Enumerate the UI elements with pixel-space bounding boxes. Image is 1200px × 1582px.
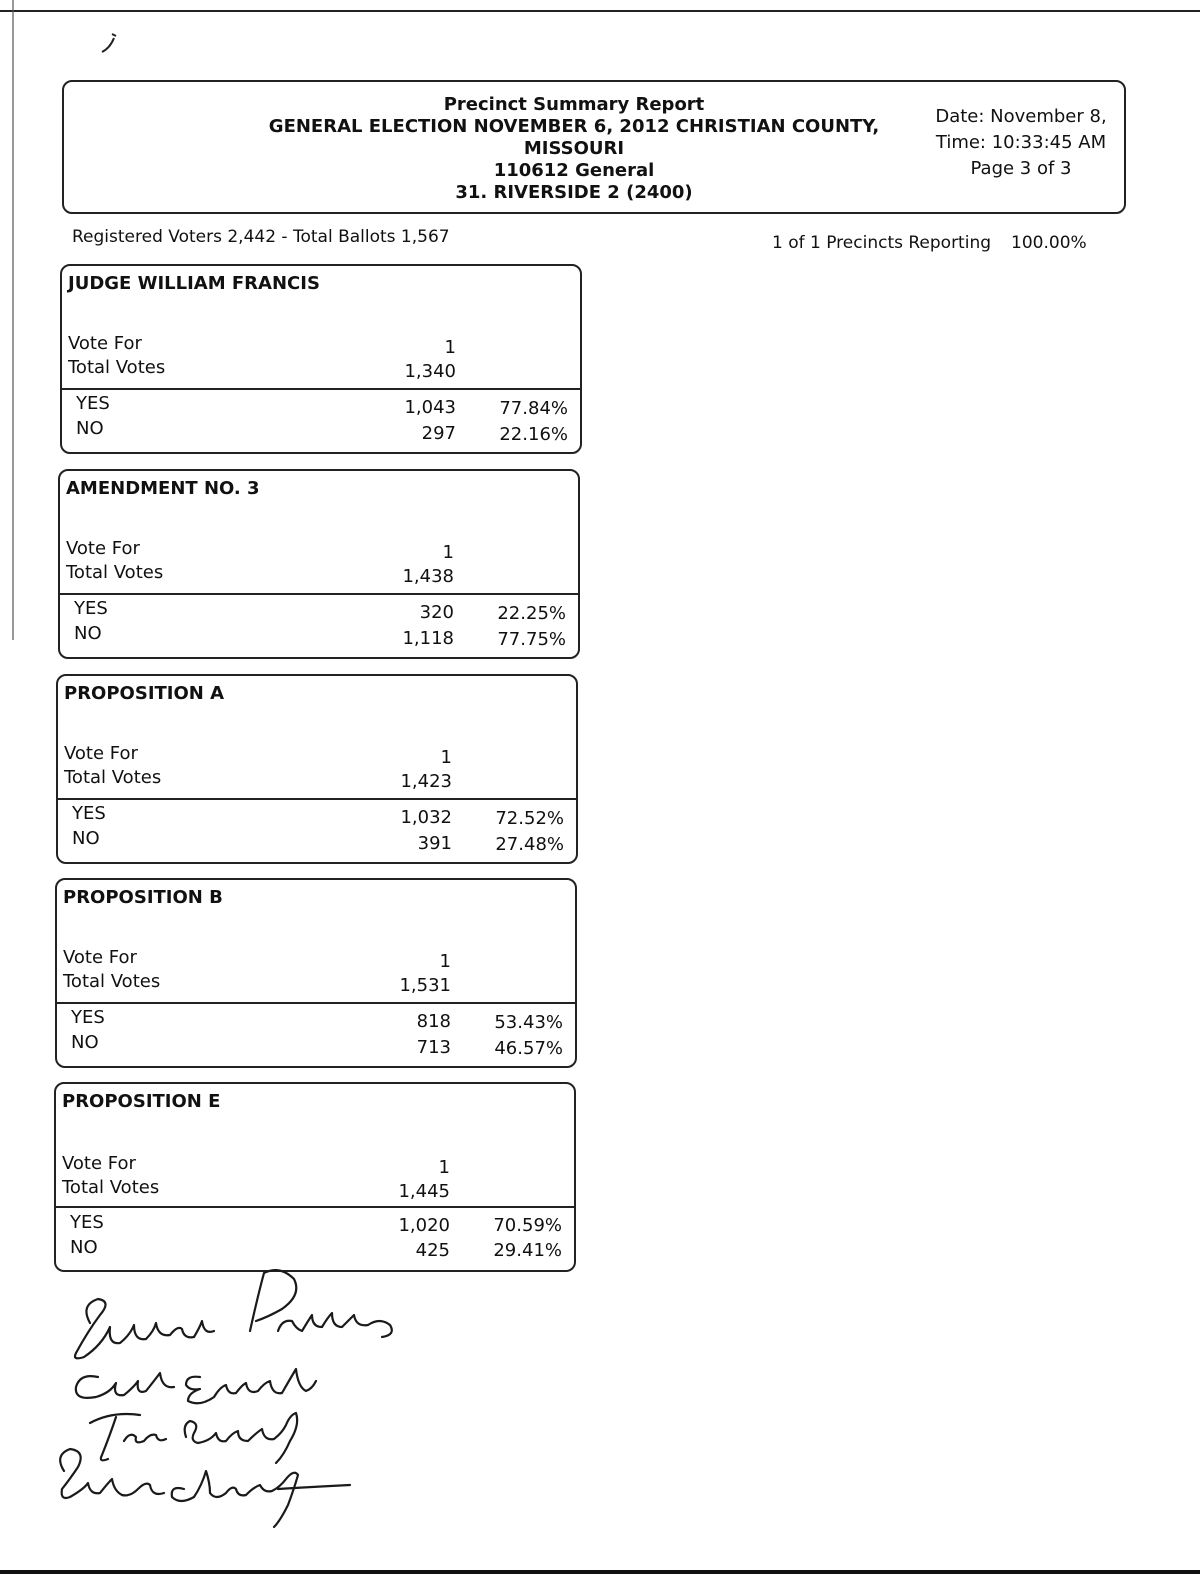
vote-for-value: 1 bbox=[440, 747, 452, 768]
yes-votes: 320 bbox=[419, 602, 454, 623]
scan-edge-top bbox=[0, 10, 1200, 12]
election-code: 110612 General bbox=[493, 160, 655, 181]
vote-for-label: Vote For bbox=[66, 538, 140, 559]
contest-title: PROPOSITION B bbox=[63, 887, 223, 908]
yes-votes: 1,043 bbox=[404, 397, 456, 418]
contest-box bbox=[58, 469, 580, 659]
election-line-1: GENERAL ELECTION NOVEMBER 6, 2012 CHRISTIAN COUNTY, bbox=[268, 116, 880, 137]
contest-box bbox=[54, 1082, 576, 1272]
yes-votes: 818 bbox=[416, 1011, 451, 1032]
scan-edge-left bbox=[12, 0, 14, 640]
vote-for-label: Vote For bbox=[62, 1153, 136, 1174]
precinct-name: 31. RIVERSIDE 2 (2400) bbox=[455, 182, 693, 203]
header-center bbox=[224, 94, 924, 204]
pen-mark bbox=[98, 30, 130, 80]
report-header bbox=[62, 80, 1126, 214]
no-votes: 425 bbox=[415, 1240, 450, 1261]
signature-2 bbox=[76, 1369, 316, 1403]
choice-no: NO bbox=[71, 1032, 99, 1053]
choice-no: NO bbox=[76, 418, 104, 439]
vote-for-label: Vote For bbox=[63, 947, 137, 968]
divider bbox=[57, 1002, 575, 1004]
total-votes-value: 1,423 bbox=[400, 771, 452, 792]
divider bbox=[62, 388, 580, 390]
contest-box bbox=[60, 264, 582, 454]
total-votes-value: 1,438 bbox=[402, 566, 454, 587]
no-percent: 22.16% bbox=[499, 424, 568, 445]
yes-percent: 22.25% bbox=[497, 603, 566, 624]
vote-for-value: 1 bbox=[444, 337, 456, 358]
divider bbox=[60, 593, 578, 595]
vote-for-label: Vote For bbox=[68, 333, 142, 354]
header-meta bbox=[926, 104, 1116, 182]
vote-for-label: Vote For bbox=[64, 743, 138, 764]
total-votes-label: Total Votes bbox=[63, 971, 161, 992]
total-votes-label: Total Votes bbox=[66, 562, 164, 583]
no-percent: 27.48% bbox=[495, 834, 564, 855]
choice-yes: YES bbox=[74, 598, 108, 619]
total-votes-label: Total Votes bbox=[64, 767, 162, 788]
contest-title: AMENDMENT NO. 3 bbox=[66, 478, 260, 499]
yes-percent: 53.43% bbox=[494, 1012, 563, 1033]
yes-percent: 70.59% bbox=[493, 1215, 562, 1236]
report-time: Time: 10:33:45 AM bbox=[935, 132, 1107, 153]
choice-no: NO bbox=[72, 828, 100, 849]
contest-title: PROPOSITION A bbox=[64, 683, 225, 704]
divider bbox=[58, 798, 576, 800]
no-percent: 77.75% bbox=[497, 629, 566, 650]
no-votes: 1,118 bbox=[402, 628, 454, 649]
contest-box bbox=[56, 674, 578, 864]
registration-summary: Registered Voters 2,442 - Total Ballots 1,567 bbox=[72, 227, 450, 247]
choice-yes: YES bbox=[70, 1212, 104, 1233]
yes-votes: 1,020 bbox=[398, 1215, 450, 1236]
reporting-percent: 100.00% bbox=[1011, 233, 1087, 253]
signatures bbox=[50, 1265, 430, 1535]
reporting-summary bbox=[772, 233, 1087, 253]
no-percent: 29.41% bbox=[493, 1240, 562, 1261]
choice-yes: YES bbox=[71, 1007, 105, 1028]
total-votes-label: Total Votes bbox=[62, 1177, 160, 1198]
election-line-2: MISSOURI bbox=[523, 138, 625, 159]
no-votes: 297 bbox=[421, 423, 456, 444]
total-votes-label: Total Votes bbox=[68, 357, 166, 378]
report-title: Precinct Summary Report bbox=[443, 94, 705, 115]
contest-box bbox=[55, 878, 577, 1068]
yes-percent: 72.52% bbox=[495, 808, 564, 829]
vote-for-value: 1 bbox=[439, 951, 451, 972]
divider bbox=[56, 1206, 574, 1208]
no-percent: 46.57% bbox=[494, 1038, 563, 1059]
total-votes-value: 1,445 bbox=[398, 1181, 450, 1202]
contest-title: PROPOSITION E bbox=[62, 1091, 221, 1112]
total-votes-value: 1,340 bbox=[404, 361, 456, 382]
no-votes: 713 bbox=[416, 1037, 451, 1058]
yes-votes: 1,032 bbox=[400, 807, 452, 828]
scan-edge-bottom bbox=[0, 1570, 1200, 1574]
vote-for-value: 1 bbox=[442, 542, 454, 563]
total-votes-value: 1,531 bbox=[399, 975, 451, 996]
report-date: Date: November 8, bbox=[935, 106, 1107, 127]
vote-for-value: 1 bbox=[438, 1157, 450, 1178]
contest-title: JUDGE WILLIAM FRANCIS bbox=[68, 273, 320, 294]
yes-percent: 77.84% bbox=[499, 398, 568, 419]
signature-3 bbox=[90, 1413, 297, 1463]
choice-no: NO bbox=[74, 623, 102, 644]
choice-no: NO bbox=[70, 1237, 98, 1258]
page-number: Page 3 of 3 bbox=[970, 158, 1072, 179]
signature-1 bbox=[75, 1270, 392, 1358]
no-votes: 391 bbox=[417, 833, 452, 854]
precincts-reporting: 1 of 1 Precincts Reporting bbox=[772, 233, 992, 253]
choice-yes: YES bbox=[76, 393, 110, 414]
choice-yes: YES bbox=[72, 803, 106, 824]
